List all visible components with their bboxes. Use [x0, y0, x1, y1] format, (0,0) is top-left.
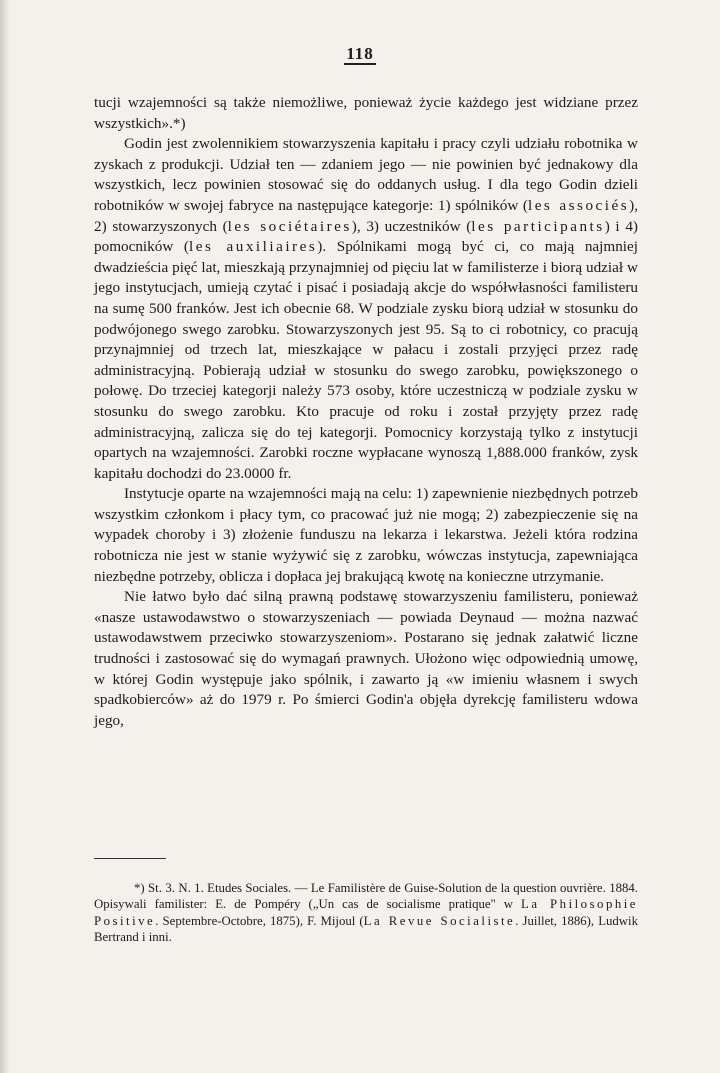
- body-text: [94, 93, 638, 731]
- paragraph-3: Instytucje oparte na wzajemności mają na celu: 1) zapewnienie niezbędnych potrzeb wszystkim członkom i płacy tym, co pracować już nie mogą; 2) zabezpieczenie się na wypadek choroby i 3) złożenie funduszu na lekarza i lekarstwa. Jeżeli która rodzina robotnicza nie jest w stanie wyżywić się z zarobku, wówczas instytucja, zapewniająca niezbędne potrzeby, oblicza i dopłaca jej brakującą kwotę na konieczne utrzymanie.: [94, 485, 638, 585]
- page-edge: [0, 0, 10, 1073]
- paragraph-4: Nie łatwo było dać silną prawną podstawę stowarzyszeniu familisteru, ponieważ «nasze ustawodawstwo o stowarzyszeniach — powiada Deynaud — można nazwać ustawodawstwem przeciwko stowarzyszeniom». Postarano się jednak załatwić liczne trudności i zastosować się do wymagań prawnych. Ułożono więc odpowiednią umowę, w której Godin występuje jako spólnik, i zawarto ją «w imieniu własnem i swych spadkobierców» aż do 1979 r. Po śmierci Godin'a objęła dyrekcję familisteru wdowa jego,: [94, 588, 638, 729]
- page-number: 118: [346, 44, 374, 63]
- paragraph-2: Godin jest zwolennikiem stowarzyszenia kapitału i pracy czyli udziału robotnika w zyskach z produkcji. Udział ten — zdaniem jego — nie powinien być jednakowy dla wszystkich, lecz powinien stosować się do oddanych usług. I dla tego Godin dzieli robotników w swojej fabryce na następujące kategorje: 1) spólników (les associés), 2) stowarzyszonych (les sociétaires), 3) uczestników (les participants) i 4) pomocników (les auxiliaires). Spólnikami mogą być ci, co mają najmniej dwadzieścia pięć lat, mieszkają przynajmniej od pięciu lat w familisterze i biorą udział w jego instytucjach, umieją czytać i pisać i posiadają akcje do współwłasności familisteru na sumę 500 franków. Jest ich obecnie 68. W podziale zysku biorą udział w stosunku do podwójonego swego zarobku. Stowarzyszonych jest 95. Są to ci robotnicy, co pracują przynajmniej od trzech lat, mieszkające w pałacu i zostali przyjęci przez radę administracyjną. Pobierają udział w stosunku do swego zarobku, powiększonego o połowę. Do trzeciej kategorji należy 573 osoby, które uczestniczą w podziale zysku w stosunku do swego zarobku. Kto pracuje od roku i został przyjęty przez radę administracyjną, zalicza się do tej kategorji. Pomocnicy korzystają tylko z instytucji opartych na wzajemności. Zarobki roczne wypłacane wynoszą 1,888.000 franków, zysk kapitału dochodzi do 23.0000 fr.: [94, 135, 639, 482]
- footnote-divider: [94, 858, 166, 859]
- paragraph-1: tucji wzajemności są także niemożliwe, ponieważ życie każdego jest widziane przez wszystkich».*): [94, 94, 638, 132]
- footnote: *) St. 3. N. 1. Etudes Sociales. — Le Familistère de Guise-Solution de la question ouvrière. 1884. Opisywali familister: E. de Pompéry („Un cas de socialisme pratique" w La Philosophie Positive. Septembre-Octobre, 1875), F. Mijoul (La Revue Socialiste. Juillet, 1886), Ludwik Bertrand i inni.: [94, 881, 639, 944]
